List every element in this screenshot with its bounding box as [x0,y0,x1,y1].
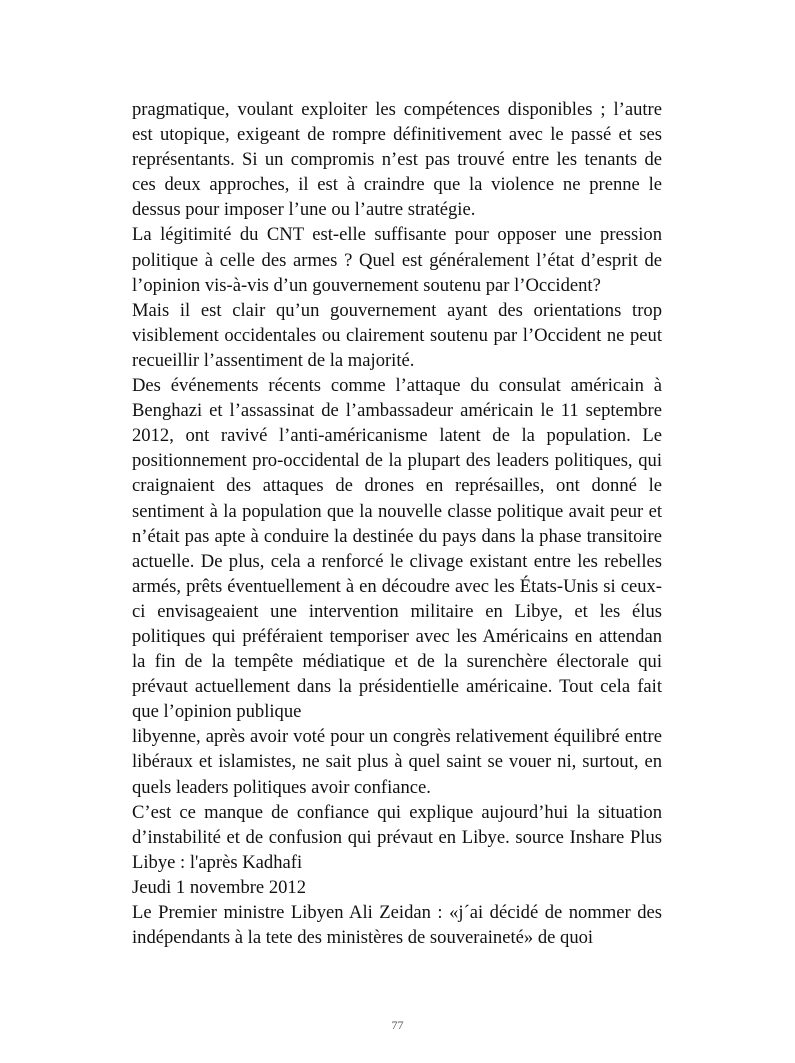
paragraph-date: Jeudi 1 novembre 2012 [132,876,307,898]
paragraph-cnt-legitimacy: La légitimité du CNT est-elle suffisante pour opposer une pression politique à celle des armes ? Quel est généralement l’état d’esprit de l’opinion vis-à-vis d’un gouvernement soutenu par l’Occident? [132,224,662,296]
paragraph-strategies: pragmatique, voulant exploiter les compétences disponibles ; l’autre est utopique, exigeant de rompre définitivement avec le passé et ses représentants. Si un compromis n’est pas trouvé entre les tenants de ces deux approches, il est à craindre que la violence ne prenne le dessus pour imposer l’une ou l’autre stratégie. [132,99,662,221]
paragraph-recent-events: Des événements récents comme l’attaque du consulat américain à Benghazi et l’assassinat de l’ambassadeur américain le 11 septembre 2012, ont ravivé l’anti-américanisme latent de la population. Le positionnement pro-occidental de la plupart des leaders politiques, qui craignaient des attaques de drones en représailles, ont donné le sentiment à la population que la nouvelle classe politique avait peur et n’était pas apte à conduire la destinée du pays dans la phase transitoire actuelle. De plus, cela a renforcé le clivage existant entre les rebelles armés, prêts éventuellement à en découdre avec les États-Unis si ceux-ci envisageaient une intervention militaire en Libye, et les élus politiques qui préféraient temporiser avec les Américains en attendan la fin de la tempête médiatique et de la surenchère électorale qui prévaut actuellement dans la présidentielle américaine. Tout cela fait que l’opinion publique [132,375,662,723]
paragraph-libyan-opinion: libyenne, après avoir voté pour un congrès relativement équilibré entre libéraux et islamistes, ne sait plus à quel saint se vouer ni, surtout, en quels leaders politiques avoir confiance. [132,726,662,798]
paragraph-prime-minister: Le Premier ministre Libyen Ali Zeidan : «j´ai décidé de nommer des indépendants à la tete des ministères de souveraineté» de quoi [132,902,662,949]
body-text [132,97,662,950]
page-number: 77 [391,1018,404,1032]
paragraph-western-government: Mais il est clair qu’un gouvernement ayant des orientations trop visiblement occidentales ou clairement soutenu par l’Occident ne peut recueillir l’assentiment de la majorité. [132,299,662,371]
paragraph-lack-of-confidence: C’est ce manque de confiance qui explique aujourd’hui la situation d’instabilité et de confusion qui prévaut en Libye. source Inshare Plus Libye : l'après Kadhafi [132,801,662,873]
